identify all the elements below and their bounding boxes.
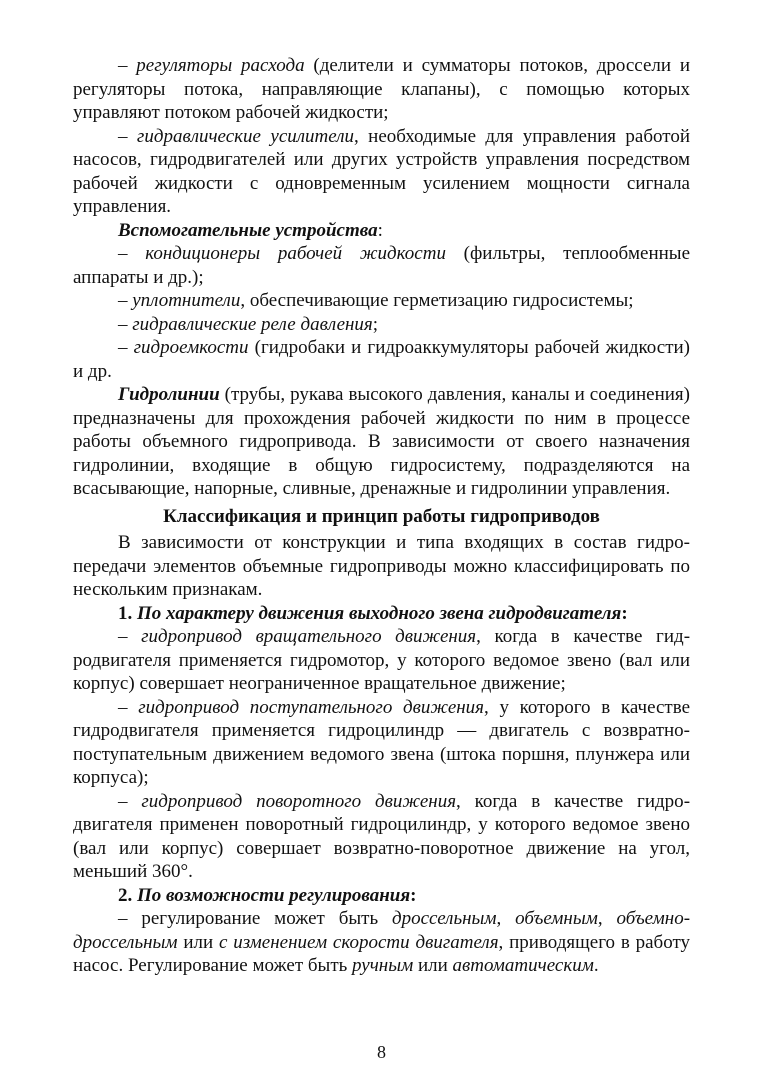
paragraph (73, 531, 690, 602)
text-run: 1. (118, 602, 137, 624)
text-run: гидравлические усилители (136, 125, 355, 147)
text-run: , когда в качестве гидродвигателя применен поворотный гидроцилиндр, у которого ведомое звено (вал или корпус) совершает возвратно-поворотное движение на угол, меньший 360°. (73, 790, 691, 882)
paragraph (73, 383, 690, 501)
text-run: По возможности регулирования (137, 884, 411, 906)
text-run: (гидробаки и гидроаккумуляторы рабочей жидкости) и др. (73, 337, 690, 382)
text-run: Вспомогательные устройства (118, 219, 378, 241)
paragraph (73, 313, 690, 337)
text-run: гидропривод вращательного движения (141, 626, 477, 647)
text-run: 2. (118, 884, 137, 906)
text-run: – (118, 337, 134, 358)
text-run: , приводящего в работу насос. Регулирование может быть (73, 931, 690, 976)
paragraph (73, 602, 690, 626)
paragraph (73, 219, 690, 243)
text-run: : (410, 884, 417, 906)
paragraph (73, 336, 690, 383)
text-run: (делители и сумматоры потоков, дроссели и регуляторы потока, направляющие клапаны), с помощью которых управляют потоком рабочей жидкости; (73, 55, 691, 123)
text-run: , обеспечивающие герметизацию гидросистемы; (240, 290, 634, 311)
text-run: уплотнители (132, 290, 241, 311)
text-run: или (177, 931, 219, 953)
text-run: , (597, 908, 617, 929)
text-run: – (118, 290, 133, 311)
text-run: – (118, 790, 142, 812)
paragraph (73, 884, 690, 908)
text-run: – регулирование может быть (118, 908, 392, 929)
text-run: гидравлические реле давления (132, 313, 373, 335)
paragraph (73, 790, 690, 884)
text-run: – (118, 125, 137, 147)
text-run: , у которого в качестве гидродвигателя применяется гидроцилиндр — двигатель с возвратно-поступательным движением ведомого звена (штока поршня, плунжера или корпуса); (73, 696, 691, 788)
text-run: : (621, 602, 628, 624)
section-heading (73, 505, 690, 529)
text-run: . (593, 955, 599, 976)
text-run: Классификация и принцип работы гидроприводов (163, 505, 600, 527)
text-run: , необходимые для управления работой насосов, гидродвигателей или других устройств управления посредством рабочей жидкости с одновременным усилением мощности сигнала управления. (73, 125, 691, 217)
text-run: регуляторы расхода (136, 55, 305, 76)
paragraph (73, 696, 690, 790)
paragraph (73, 242, 690, 289)
text-run: ; (372, 313, 379, 335)
text-run: В зависимости от конструкции и типа входящих в состав гидропередачи элементов объемные гидроприводы можно классифицировать по нескольким признакам. (73, 532, 690, 600)
paragraph (73, 625, 690, 696)
text-run: ручным (352, 955, 414, 976)
text-run: гидроемкости (133, 337, 249, 358)
page-number: 8 (377, 1042, 386, 1062)
text-run: : (377, 219, 383, 241)
text-run: (трубы, рукава высокого давления, каналы и соединения) предназначены для прохождения рабочей жидкости по ним в процессе работы объемного гидропривода. В зависимости от своего назначения гидролинии, входящие в общую гидросистему, подразделяются на всасывающие, напорные, сливные, дренажные и гидролинии управления. (73, 384, 690, 499)
paragraph (73, 907, 690, 978)
text-run: – (118, 243, 146, 264)
text-run: – (118, 313, 133, 335)
paragraph (73, 125, 690, 219)
text-run: объемным (515, 908, 598, 929)
text-run: гидропривод поступательного движения (138, 696, 485, 718)
text-run: с изменением скорости двигателя (218, 931, 499, 953)
paragraph (73, 54, 690, 125)
text-run: гидропривод поворотного движения (141, 790, 457, 812)
text-run: объемно-дроссельным (73, 908, 691, 953)
text-run: , когда в качестве гидродвигателя применяется гидромотор, у которого ведомое звено (вал или корпус) совершает неограниченное вращательное движение; (73, 626, 691, 694)
text-run: или (413, 955, 453, 976)
text-run: кондиционеры рабочей жидкости (145, 243, 446, 264)
text-run: – (118, 696, 139, 718)
text-run: , (496, 908, 516, 929)
paragraph (73, 289, 690, 313)
document-page (73, 54, 690, 978)
text-run: дроссельным (391, 908, 497, 929)
text-run: автоматическим (452, 955, 594, 976)
text-run: (фильтры, теплообменные аппараты и др.); (73, 243, 690, 288)
text-run: Гидролинии (118, 384, 220, 405)
text-run: – (118, 55, 137, 76)
text-run: По характеру движения выходного звена гидродвигателя (137, 602, 622, 624)
text-run: – (118, 626, 142, 647)
